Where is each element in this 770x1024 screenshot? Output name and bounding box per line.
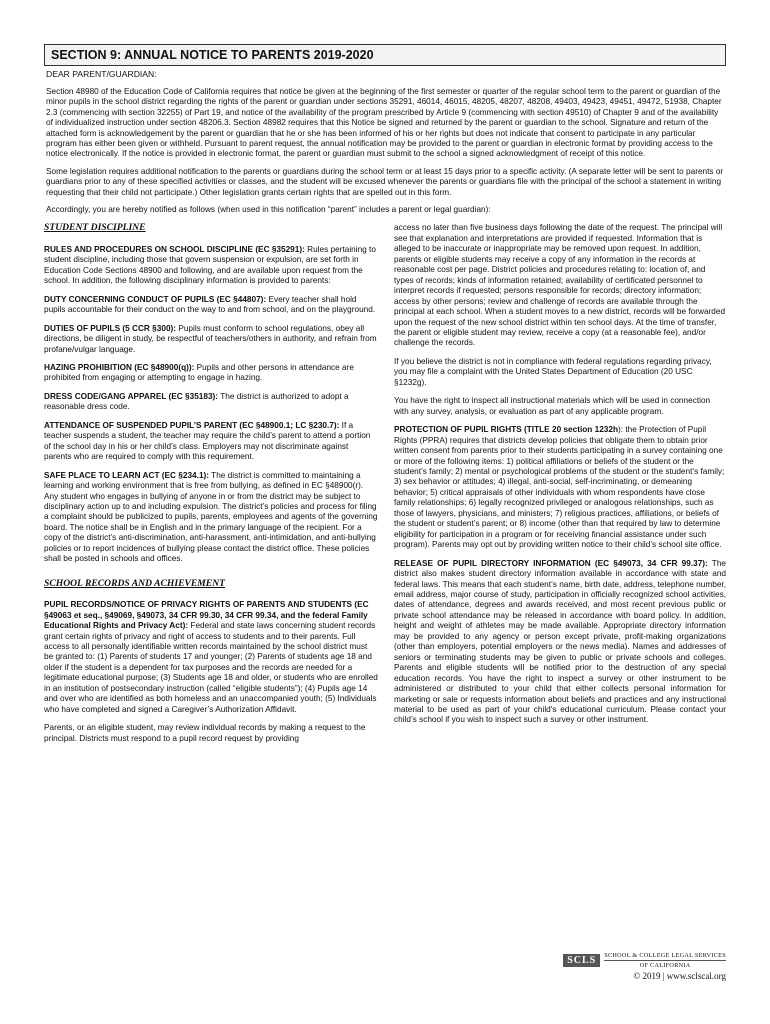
item-text: Every teacher shall hold pupils accountable for their conduct on the way to and from school, and on the playground. bbox=[44, 294, 376, 315]
item-text: ): the Protection of Pupil Rights (PPRA) requires that districts develop policies that obligate them to obtain prior written consent from parents prior to their students participating in a survey containing one or more of the following items: 1) political affiliations or beliefs of the student or the student’s family; 2) mental or psychological problems of the student or the student’s family; 3) sex behavior or attitudes; 4) illegal, anti-social, self-incriminating, or demeaning behavior; 5) critical appraisals of other individuals with whom respondents have close family relationships; 6) legally recognized privileged or analogous relationships, such as those of lawyers, physicians, and ministers; 7) religious practices, affiliations, or beliefs of the student or student’s parent; or 8) income (other than that required by law to determine eligibility for participation in a program or for receiving financial assistance under such program). Parents may opt out by providing written notice to their child’s school site office. bbox=[394, 425, 725, 550]
section-heading-school-records: SCHOOL RECORDS AND ACHIEVEMENT bbox=[44, 577, 225, 589]
item-text: Pupils must conform to school regulations, obey all directions, be diligent in study, be respectful of teachers/others in authority, and refrain from profane/vulgar language. bbox=[44, 323, 377, 354]
footer bbox=[563, 952, 726, 981]
document-page bbox=[44, 44, 726, 752]
item-text: You have the right to inspect all instructional materials which will be used in connection with any survey, analysis, or evaluation as part of any applicable program. bbox=[394, 396, 711, 416]
logo-abbr: SCLS bbox=[563, 954, 600, 967]
inspect-materials-item bbox=[394, 396, 726, 417]
directory-info-item bbox=[394, 559, 726, 726]
pupil-records-item bbox=[44, 600, 378, 715]
item-text: The district is committed to maintaining a learning and working environment that is free from bullying, as defined in EC §48900(r). Any student who engages in bullying of anyone in or from the district may be subject to disciplinary action up to and including expulsion. The district’s policies and process for filing a complaint should be publicized to pupils, parents, employees and agents of the governing board. The notice shall be in English and in the primary language of the recipient. For a copy of the district’s anti-discrimination, anti-harassment, anti-intimidation, and anti-bullying policies or to report incidences of bullying please contact the district office. These policies shall be posted in schools and offices. bbox=[44, 470, 378, 564]
item-text: Parents, or an eligible student, may review individual records by making a request to the principal. Districts must respond to a pupil record request by providing bbox=[44, 723, 366, 743]
intro-paragraph-2: Some legislation requires additional notification to the parents or guardians during the school term or at least 15 days prior to a specific activity. (A separate letter will be sent to parents or guardians prior to any of these specified activities or classes, and the student will be excused whenever the parents or guardians file with the principal of the school a statement in writing requesting that their child not participate.) Other legislation grants certain rights that are spelled out in this form. bbox=[46, 166, 724, 197]
logo-line-1: SCHOOL & COLLEGE LEGAL SERVICES bbox=[604, 952, 726, 959]
item-text: Rules pertaining to student discipline, including those that govern suspension or expulsion, are set forth in Education Code Sections 48900 and following, and are available upon request from the school. In addition, the following disciplinary information is provided to parents: bbox=[44, 244, 376, 286]
suspended-parent-item bbox=[44, 421, 378, 463]
item-label: ATTENDANCE OF SUSPENDED PUPIL’S PARENT (EC §48900.1; LC §230.7): bbox=[44, 420, 340, 430]
copyright-link[interactable]: © 2019 | www.sclscal.org bbox=[633, 971, 726, 981]
item-label: PROTECTION OF PUPIL RIGHTS (TITLE 20 section 1232h bbox=[394, 425, 619, 435]
logo-divider bbox=[604, 960, 726, 961]
item-label: DRESS CODE/GANG APPAREL (EC §35183): bbox=[44, 391, 219, 401]
item-label: DUTY CONCERNING CONDUCT OF PUPILS (EC §44807): bbox=[44, 294, 267, 304]
item-label: SAFE PLACE TO LEARN ACT (EC §234.1): bbox=[44, 470, 210, 480]
greeting: DEAR PARENT/GUARDIAN: bbox=[46, 69, 157, 79]
duties-pupils-item bbox=[44, 324, 378, 355]
section-heading-student-discipline: STUDENT DISCIPLINE bbox=[44, 222, 146, 234]
scls-logo bbox=[563, 952, 726, 969]
rules-procedures-item bbox=[44, 245, 378, 287]
hazing-item bbox=[44, 363, 378, 384]
review-records-item bbox=[44, 723, 378, 744]
item-text: The district also makes student directory information available in accordance with state and federal laws. This means that each student’s name, birth date, address, telephone number, email address, major course of study, participation in officially recognized school activities, dates of attendance, degrees and awards received, and most recent previous public or private school attendance may be released in accordance with board policy. In addition, height and weight of athletes may be made available. Appropriate directory information may be provided to any agency or person except private, profit-making organizations (other than employers, potential employers or the news media). Names and addresses of seniors or terminating students may be given to public or private schools and colleges. Parents and eligible students will be notified prior to the destruction of any special education records. You have the right to inspect a survey or other instrument to be administered or distributed to your child that either collects personal information for marketing or sale or requests information about beliefs and practices and any instructional material to be used as part of your child's educational curriculum. Please contact your child’s school if you wish to inspect such a survey or other instrument. bbox=[394, 558, 726, 725]
dress-code-item bbox=[44, 392, 378, 413]
page-title: SECTION 9: ANNUAL NOTICE TO PARENTS 2019-2020 bbox=[44, 44, 726, 66]
intro-paragraph-3: Accordingly, you are hereby notified as follows (when used in this notification “parent” includes a parent or legal guardian): bbox=[46, 205, 491, 215]
item-text: Pupils and other persons in attendance are prohibited from engaging or attempting to engage in hazing. bbox=[44, 363, 354, 383]
item-text: access no later than five business days following the date of the request. The principal will see that explanation and interpretations are provided if requested. Information that is alleged to be inaccurate or inappropriate may be removed upon request. In addition, parents or eligible students may receive a copy of any information in the records at reasonable cost per page. District policies and procedures relating to: location of, and types of records; kinds of information retained; availability of certificated personnel to interpret records if requested; persons responsible for records; directory information; access by other persons; review and challenge of records are available through the principal at each school. When a student moves to a new district, records will be forwarded upon the request of the new school district within ten school days. At the time of transfer, the parent or eligible student may review, receive a copy (at a reasonable fee), and/or challenge the records. bbox=[394, 223, 726, 348]
two-column-body bbox=[44, 223, 726, 752]
logo-line-2: OF CALIFORNIA bbox=[639, 962, 691, 969]
item-label: RULES AND PROCEDURES ON SCHOOL DISCIPLINE (EC §35291): bbox=[44, 244, 305, 254]
item-label: HAZING PROHIBITION (EC §48900(q)): bbox=[44, 363, 195, 372]
protection-rights-item bbox=[394, 425, 726, 550]
item-label: PUPIL RECORDS/NOTICE OF PRIVACY RIGHTS OF PARENTS AND STUDENTS (EC §49063 et seq., §49069, §49073, 34 CFR 99.30, 34 CFR 99.34, and the federal Family Educational Rights and Privacy Act): bbox=[44, 600, 369, 631]
item-label: RELEASE OF PUPIL DIRECTORY INFORMATION (EC §49073, 34 CFR 99.37): bbox=[394, 558, 708, 568]
duty-conduct-item bbox=[44, 295, 378, 316]
intro-paragraph-1: Section 48980 of the Education Code of California requires that notice be given at the beginning of the first semester or quarter of the regular school term to the parent or guardian of the minor pupils in the school district regarding the rights of the parent or guardian under sections 35291, 46014, 46015, 48205, 48207, 48208, 49403, 49423, 49451, 49472, 51938, Chapter 2.3 (commencing with section 32255) of Part 19, and notice of the availability of the program prescribed by Article 9 (commencing with section 49510) of Chapter 9 and of the availability of individualized instruction under section 48206.3. Section 48982 requires that this Notice be signed and returned by the parent or guardian to the school. Signature and return of the attached form is acknowledgement by the parent or guardian that he or she has been informed of his or her rights but does not indicate that consent to participate in any particular program has either been given or withheld. Pursuant to parent request, the annual notification may be provided to the parent or guardian in electronic format by providing access to the notice electronically. If the notice is provided in electronic format, the parent or guardian must submit to the school a signed acknowledgment of receipt of this notice. bbox=[46, 87, 722, 159]
right-column bbox=[394, 223, 726, 752]
safe-place-item bbox=[44, 471, 378, 565]
item-text: If you believe the district is not in compliance with federal regulations regarding privacy, you may file a complaint with the United States Department of Education (20 USC §1232g). bbox=[394, 356, 712, 387]
federal-complaint-item bbox=[394, 357, 726, 388]
records-access-item bbox=[394, 223, 726, 348]
item-text: If a teacher suspends a student, the teacher may require the child’s parent to attend a portion of the school day in his or her child’s class. Employers may not discriminate against parents who are required to comply with this requirement. bbox=[44, 420, 371, 462]
item-text: Federal and state laws concerning student records grant certain rights of privacy and right of access to students and to their parents. Full access to all personally identifiable written records maintained by the school district must be granted to: (1) Parents of students 17 and younger; (2) Parents of students age 18 and older if the student is a dependent for tax purposes and the records are needed for a legitimate educational purpose; (3) Students age 18 and older, or students who are enrolled in an institution of postsecondary instruction (called “eligible students”); (4) Pupils age 14 and over who are identified as both homeless and an unaccompanied youth; (5) Individuals who have completed and signed a Caregiver’s Authorization Affidavit. bbox=[44, 621, 378, 714]
left-column bbox=[44, 223, 378, 752]
logo-wordmark bbox=[604, 952, 726, 969]
item-text: The district is authorized to adopt a reasonable dress code. bbox=[44, 391, 349, 412]
item-label: DUTIES OF PUPILS (5 CCR §300): bbox=[44, 323, 177, 333]
